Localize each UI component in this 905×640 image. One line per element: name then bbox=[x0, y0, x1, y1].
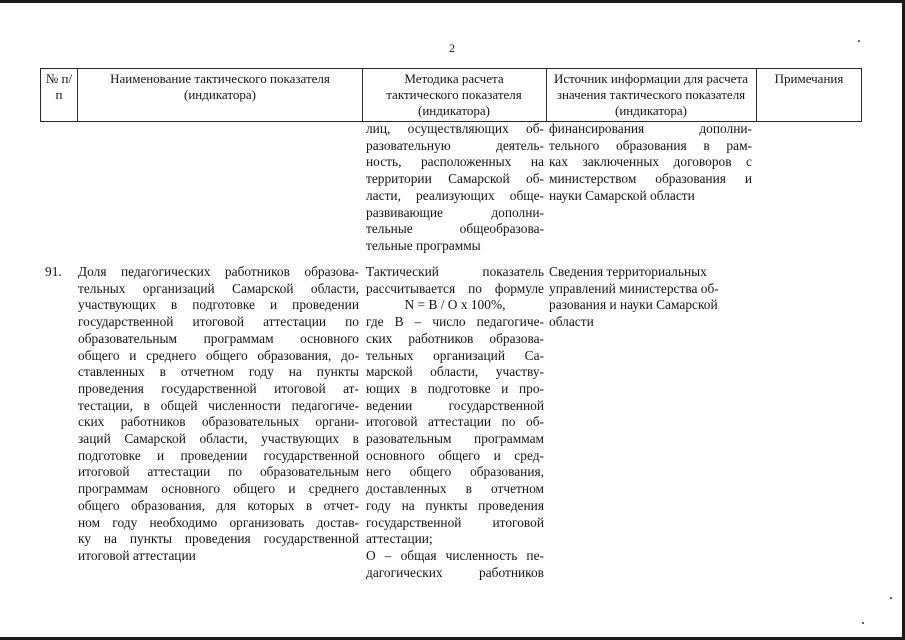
text-line: аттестации; bbox=[366, 531, 433, 547]
text-line: территории Самарской об- bbox=[366, 171, 544, 187]
scan-speck bbox=[858, 40, 860, 42]
header-divider-2 bbox=[77, 68, 78, 122]
text-line: участвующих в подготовке и проведении bbox=[78, 297, 359, 313]
text-line: разовательную деятель- bbox=[366, 137, 544, 153]
text-line: области bbox=[549, 314, 594, 330]
page-number: 2 bbox=[449, 41, 455, 55]
text-line: финансирования дополни- bbox=[549, 121, 752, 136]
header-divider-5 bbox=[756, 68, 757, 122]
scan-speck bbox=[890, 597, 892, 599]
header-top-border bbox=[40, 68, 862, 69]
text-line: O – общая численность пе- bbox=[366, 547, 544, 563]
text-line: проведения государственной итоговой ат- bbox=[78, 380, 359, 396]
header-col-name: Наименование тактического показателя (индикатора) bbox=[110, 71, 330, 102]
text-line: ведении государственной bbox=[366, 397, 544, 413]
text-line: Сведения территориальных bbox=[549, 264, 707, 279]
text-line: ющих в подготовке и про- bbox=[366, 380, 544, 396]
text-line: общего образования, для которых в отчет- bbox=[78, 497, 359, 513]
header-divider-6 bbox=[861, 68, 862, 122]
text-line: управлений министерства об- bbox=[549, 280, 719, 296]
text-line: разования и науки Самарской bbox=[549, 297, 718, 313]
scan-border-top bbox=[0, 0, 905, 3]
text-line: ласти, реализующих обще- bbox=[366, 187, 544, 203]
continuation-source-cell bbox=[549, 121, 752, 205]
text-line: заций Самарской области, участвующих в bbox=[78, 431, 359, 447]
text-line: итоговой аттестации по об- bbox=[366, 414, 544, 430]
text-line: тельные программы bbox=[366, 237, 481, 253]
formula-line: N = B / O x 100%, bbox=[404, 297, 506, 313]
text-line: общего и среднего общего образования, до- bbox=[78, 347, 359, 363]
text-line: рассчитывается по формуле bbox=[366, 280, 544, 296]
text-line: государственной итоговой аттестации по bbox=[78, 314, 359, 330]
text-line: разовательным программам bbox=[366, 431, 544, 447]
text-line: тельные общеобразова- bbox=[366, 221, 544, 237]
text-line: ках заключенных договоров с bbox=[549, 154, 752, 170]
text-line: ских работников образовательных органи- bbox=[78, 414, 359, 430]
text-line: тельных организаций Самарской области, bbox=[78, 280, 359, 296]
text-line: ку на пункты проведения государственной bbox=[78, 531, 359, 547]
header-col-source: Источник информации для расчета значения тактического показателя (индикатора) bbox=[553, 71, 749, 118]
text-line: ставленных в отчетном году на пункты bbox=[78, 364, 359, 380]
text-line: подготовке и проведении государственной bbox=[78, 447, 359, 463]
text-line: ном году необходимо организовать достав- bbox=[78, 514, 359, 530]
text-line: развивающие дополни- bbox=[366, 204, 544, 220]
text-line: Доля педагогических работников образова- bbox=[78, 264, 359, 279]
text-line: итоговой аттестации по образовательным bbox=[78, 464, 359, 480]
header-col-number: № п/п bbox=[45, 71, 73, 102]
continuation-method-cell bbox=[366, 121, 544, 255]
header-divider-1 bbox=[40, 68, 41, 122]
text-line: Тактический показатель bbox=[366, 264, 544, 279]
text-line: итоговой аттестации bbox=[78, 547, 196, 563]
text-line: тельных организаций Са- bbox=[366, 347, 544, 363]
text-line: тельного образования в рам- bbox=[549, 137, 752, 153]
text-line: ность, расположенных на bbox=[366, 154, 544, 170]
text-line: доставленных в отчетном bbox=[366, 481, 544, 497]
text-line: государственной итоговой bbox=[366, 514, 544, 530]
text-line: дагогических работников bbox=[366, 564, 544, 580]
text-line: тестации, в общей численности педагогиче- bbox=[78, 397, 359, 413]
text-line: ских работников образова- bbox=[366, 330, 544, 346]
text-line: науки Самарской области bbox=[549, 187, 695, 203]
text-line: образовательным программам основного bbox=[78, 330, 359, 346]
header-divider-4 bbox=[546, 68, 547, 122]
text-line: него общего образования, bbox=[366, 464, 544, 480]
text-line: программам основного общего и среднего bbox=[78, 481, 359, 497]
text-line: где B – число педагогиче- bbox=[366, 314, 544, 330]
scan-speck bbox=[862, 622, 864, 624]
header-col-notes: Примечания bbox=[774, 71, 844, 86]
row91-name-cell bbox=[78, 264, 359, 565]
text-line: марской области, участву- bbox=[366, 364, 544, 380]
header-divider-3 bbox=[362, 68, 363, 122]
row-number: 91. bbox=[45, 264, 62, 279]
text-line: основного общего и сред- bbox=[366, 447, 544, 463]
text-line: министерством образования и bbox=[549, 171, 752, 187]
row91-source-cell bbox=[549, 264, 752, 331]
text-line: лиц, осуществляющих об- bbox=[366, 121, 544, 136]
header-col-method: Методика расчета тактического показателя (индикатора) bbox=[386, 71, 522, 118]
text-line: году на пункты проведения bbox=[366, 497, 544, 513]
row91-method-cell bbox=[366, 264, 544, 581]
